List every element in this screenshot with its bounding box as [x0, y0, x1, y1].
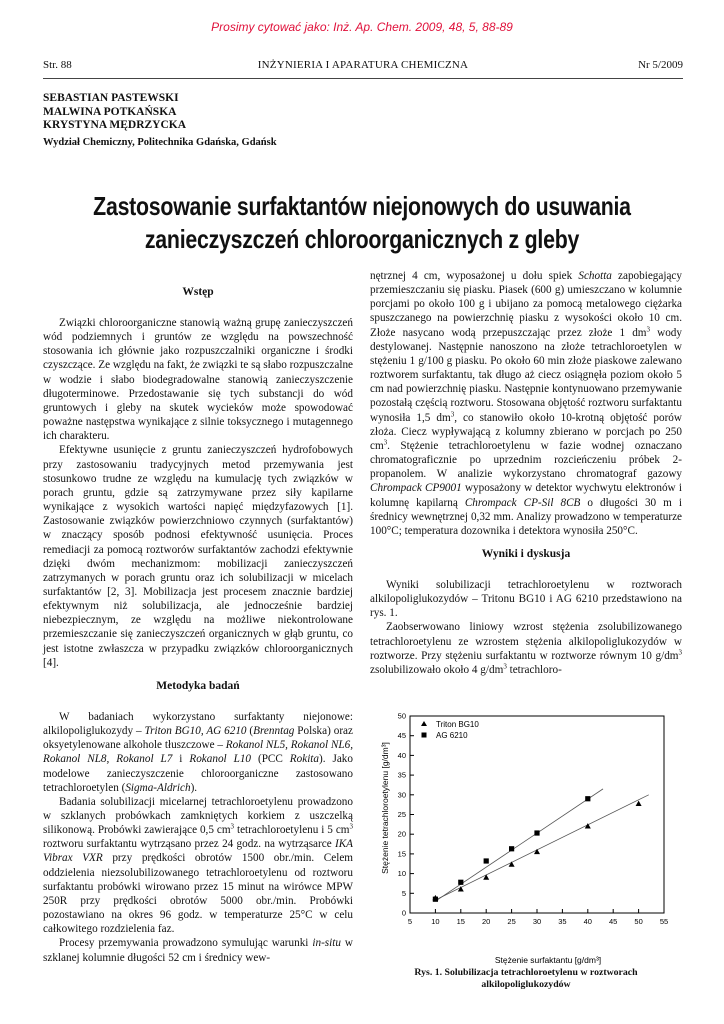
- x-tick-label: 35: [558, 917, 567, 926]
- section-heading-wyniki: Wyniki i dyskusja: [481, 547, 571, 560]
- data-point-square: [433, 897, 438, 902]
- x-tick-label: 5: [407, 917, 413, 926]
- trend-line: [435, 795, 648, 900]
- author-list: [43, 92, 186, 133]
- y-axis-label: Stężenie tetrachloroetylenu [g/dm³]: [380, 742, 390, 874]
- solubilization-chart: [374, 708, 686, 968]
- figure-caption: Rys. 1. Solubilizacja tetrachloroetylenu w roztworach alkilopoliglukozydów: [414, 967, 638, 990]
- y-tick-label: 5: [401, 888, 406, 898]
- data-point-triangle: [534, 849, 540, 854]
- data-point-triangle: [483, 874, 489, 879]
- legend-label: AG 6210: [436, 731, 468, 740]
- y-tick-label: 30: [397, 790, 406, 800]
- right-column: [370, 269, 682, 677]
- paragraph: Procesy przemywania prowadzono symulując warunki in-situ w szklanej kolumnie długości 52 cm i średnicy wew-: [43, 937, 353, 964]
- y-tick-label: 25: [397, 810, 406, 819]
- paragraph: Badania solubilizacji micelarnej tetrachloroetylenu prowadzono w szklanych probówkach zamkniętych korkiem z uszczelką silikonową. Probówki zawierające 0,5 $cm^3$ tetrachloroetylenu i 5 $cm^3$ roztworu surfaktantu wytrząsano przez 24 godz. na wytrząsarce IKA Vibrax VXR przy prędkości obrotów 1500 obr./min. Celem oddzielenia niezsolubilizowanego tetrachloroetylenu od roztworu surfaktantu probówki wirowano przez 15 minut na wirówce MPW 250R przy prędkości obrotów 5000 obr./min. Probówki pozostawiano na okres 96 godz. w temperaturze 25°C w celu całkowitego rozdzielenia faz.: [43, 795, 354, 936]
- citation-note: Prosimy cytować jako: Inż. Ap. Chem. 2009, 48, 5, 88-89: [211, 20, 513, 34]
- x-tick-label: 40: [583, 917, 592, 926]
- data-point-triangle: [509, 861, 515, 866]
- data-point-square: [585, 796, 590, 801]
- journal-name: INŻYNIERIA I APARATURA CHEMICZNA: [257, 59, 469, 71]
- data-point-square: [509, 846, 514, 851]
- page-number: Str. 88: [43, 59, 72, 71]
- y-tick-label: 10: [397, 869, 406, 879]
- section-heading-metodyka: Metodyka badań: [156, 679, 240, 692]
- x-tick-label: 55: [659, 917, 669, 926]
- x-tick-label: 15: [456, 917, 465, 926]
- author-name: MALWINA POTKAŃSKA: [43, 105, 177, 118]
- title-line: Zastosowanie surfaktantów niejonowych do usuwania: [93, 191, 631, 221]
- y-tick-label: 20: [397, 829, 406, 839]
- y-tick-label: 40: [397, 750, 406, 760]
- x-tick-label: 20: [482, 917, 491, 926]
- issue-number: Nr 5/2009: [638, 59, 683, 71]
- legend-label: Triton BG10: [436, 720, 479, 729]
- section-heading-wstep: Wstęp: [182, 286, 214, 298]
- data-point-triangle: [636, 801, 642, 806]
- plot-frame: [410, 716, 664, 913]
- y-tick-label: 35: [397, 770, 406, 780]
- author-name: KRYSTYNA MĘDRZYCKA: [43, 119, 187, 131]
- data-point-square: [484, 858, 489, 863]
- paragraph: Efektywne usunięcie z gruntu zanieczyszczeń hydrofobowych przy zastosowaniu tradycyjnych metod przemywania jest stosunkowo trudne ze względu na kumulację tych związków w porach gruntu, gdzie są zatrzymywane przez siły kapilarne wynikające z wysokich wartości napięć międzyfazowych [1]. Zastosowanie związków powierzchniowo czynnych (surfaktantów) w znaczący sposób podnosi efektywność usunięcia. Proces remediacji za pomocą roztworów surfaktantów zachodzi efektywnie dzięki dwóm mechanizmom: mobilizacji zanieczyszczeń zatrzymanych w porach gruntu oraz ich solubilizacji w micelach surfaktantów [2, 3]. Mobilizacja jest procesem znacznie bardziej efektywnym niż solubilizacja, ale jednocześnie bardziej niebezpiecznym, ze względu na możliwe niekontrolowane przemieszczanie się zanieczyszczeń organicznych w głąb gruntu, co jest istotne zwłaszcza w przypadku związków chloroorganicznych [4].: [43, 444, 353, 669]
- data-point-square: [534, 830, 539, 835]
- paper-title: [82, 190, 643, 256]
- paragraph: nętrznej 4 cm, wyposażonej u dołu spiek Schotta zapobiegający przemieszczaniu się piasku. Piasek (600 g) umieszczano w kolumnie porcjami po około 100 g i ubijano za pomocą metalowego ciężarka spuszczanego na powierzchnię piasku z wysokości około 10 cm. Złoże nasycano wodą przepuszczając przez złoże 1 $dm^3$ wody destylowanej. Następnie nanoszono na złoże tetrachloroetylen w stężeniu 1 g/100 g piasku. Po około 60 min złoże piaskowe zalewano roztworem surfaktantu, tak długo aż ciecz osiągnęła poziom około 5 cm nad powierzchnię piasku. Następnie kontynuowano przemywanie pozostałą częścią roztworu. Stosowana objętość roztworu surfaktantu wynosiła 1,5 $dm^3$, co stanowiło około 10-krotną objętość porów złoża. Ciecz wypływającą z kolumny zbierano w porcjach po 250 $cm^3$. Stężenie tetrachloroetylenu w fazie wodnej oznaczano chromatograficznie po uprzednim rozcieńczeniu próbek 2-propanolem. W analizie wykorzystano chromatograf gazowy Chrompack CP9001 wyposażony w detektor wychwytu elektronów i kolumnę kapilarną Chrompack CP-Sil 8CB o długości 30 m i średnicy wewnętrznej 0,32 mm. Analizy prowadzono w temperaturze 100°C; temperatura dozownika i detektora wynosiła 250°C.: [370, 270, 682, 537]
- x-tick-label: 30: [532, 917, 542, 926]
- title-line: zanieczyszczeń chloroorganicznych z gleby: [144, 224, 580, 254]
- header-rule: [43, 78, 683, 79]
- data-point-square: [458, 880, 463, 885]
- x-tick-label: 50: [634, 917, 643, 926]
- y-tick-label: 15: [397, 849, 406, 859]
- paragraph: W badaniach wykorzystano surfaktanty niejonowe: alkilopoliglukozydy – Triton BG10, AG 6210 (Brenntag Polska) oraz oksyetylenowane alkohole tłuszczowe – Rokanol NL5, Rokanol NL6, Rokanol NL8, Rokanol L7 i Rokanol L10 (PCC Rokita). Jako modelowe zanieczyszczenie chloroorganiczne zastosowano tetrachloroetylen (Sigma-Aldrich).: [43, 710, 353, 794]
- x-tick-label: 10: [431, 917, 440, 926]
- y-tick-label: 50: [397, 711, 406, 721]
- figure-1: [374, 708, 686, 968]
- x-tick-label: 25: [507, 917, 516, 926]
- author-name: SEBASTIAN PASTEWSKI: [43, 92, 179, 104]
- legend-marker-triangle: [421, 721, 427, 726]
- paragraph: Związki chloroorganiczne stanowią ważną grupę zanieczyszczeń wód podziemnych i gruntów ze względu na powszechność stosowania ich głównie jako rozpuszczalniki organiczne i środki czyszczące. Ze względu na fakt, że związki te są słabo rozpuszczalne w wodzie i słabo biodegradowalne stanowią zanieczyszczenie długoterminowe. Przedostawanie się tych substancji do wód gruntowych i gleby na skutek wycieków może spowodować poważne następstwa wynikające z silnie toksycznego i mutagennego ich charakteru.: [43, 317, 353, 443]
- y-tick-label: 0: [401, 908, 406, 918]
- left-column: [43, 282, 353, 965]
- x-axis-label: Stężenie surfaktantu [g/dm³]: [494, 955, 602, 965]
- legend-marker-square: [422, 733, 427, 738]
- y-tick-label: 45: [397, 731, 406, 741]
- x-tick-label: 45: [609, 917, 618, 926]
- paragraph: Zaobserwowano liniowy wzrost stężenia zsolubilizowanego tetrachloroetylenu ze wzrostem stężenia alkilopoliglukozydów w roztworze. Przy stężeniu surfaktantu w roztworze równym 10 $g/dm^3$ zsolubilizowało około 4 $g/dm^3$ tetrachloro-: [370, 621, 682, 676]
- affiliation: Wydział Chemiczny, Politechnika Gdańska, Gdańsk: [43, 137, 277, 148]
- paragraph: Wyniki solubilizacji tetrachloroetylenu w roztworach alkilopoliglukozydów – Tritonu BG10 i AG 6210 przedstawiono na rys. 1.: [370, 578, 682, 620]
